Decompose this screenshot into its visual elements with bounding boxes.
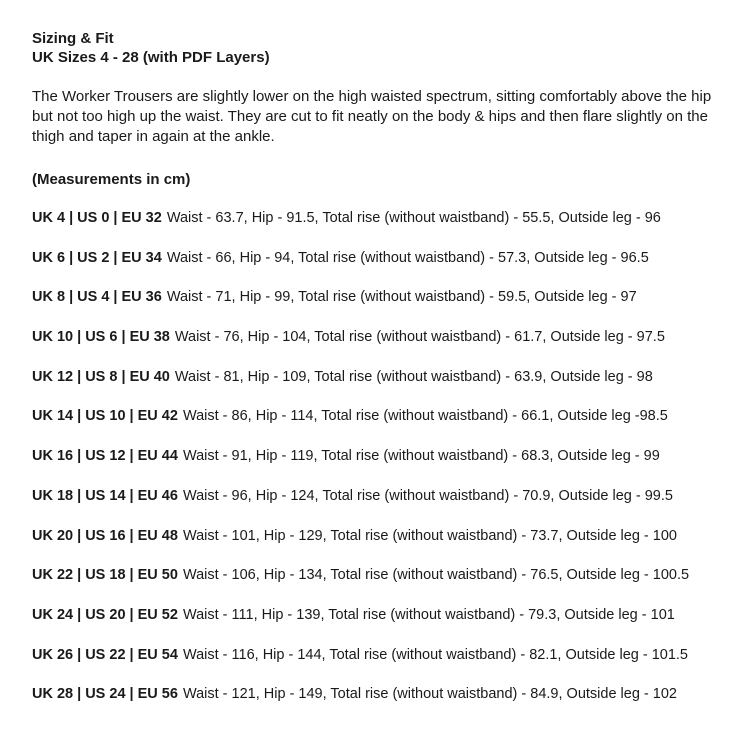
units-note: (Measurements in cm) [32,171,191,188]
size-measurements: Waist - 86, Hip - 114, Total rise (without waistband) - 66.1, Outside leg -98.5 [182,408,668,425]
size-row [32,407,732,426]
size-label: UK 16 | US 12 | EU 44 [32,448,178,465]
size-label: UK 12 | US 8 | EU 40 [32,368,170,385]
size-row [32,368,732,387]
size-row [32,527,732,546]
size-label: UK 8 | US 4 | EU 36 [32,289,162,306]
size-label: UK 14 | US 10 | EU 42 [32,408,178,425]
size-measurements: Waist - 121, Hip - 149, Total rise (without waistband) - 84.9, Outside leg - 102 [182,686,677,703]
size-label: UK 20 | US 16 | EU 48 [32,527,178,544]
size-row [32,487,732,506]
size-measurements: Waist - 96, Hip - 124, Total rise (without waistband) - 70.9, Outside leg - 99.5 [182,487,673,504]
size-measurements: Waist - 91, Hip - 119, Total rise (without waistband) - 68.3, Outside leg - 99 [182,448,660,465]
size-measurements: Waist - 63.7, Hip - 91.5, Total rise (without waistband) - 55.5, Outside leg - 96 [166,210,661,226]
fit-description: The Worker Trousers are slightly lower on the high waisted spectrum, sitting comfortably above the hip but not too high up the waist. They are cut to fit neatly on the body & hips and then flare slightly on the thigh and taper in again at the ankle. [32,88,712,145]
size-label: UK 24 | US 20 | EU 52 [32,606,178,623]
size-label: UK 18 | US 14 | EU 46 [32,487,178,504]
size-row [32,685,732,704]
size-measurements: Waist - 81, Hip - 109, Total rise (without waistband) - 63.9, Outside leg - 98 [174,368,653,385]
size-label: UK 10 | US 6 | EU 38 [32,329,170,346]
size-label: UK 4 | US 0 | EU 32 [32,210,162,226]
size-row [32,328,732,347]
size-list [32,209,732,704]
size-measurements: Waist - 116, Hip - 144, Total rise (without waistband) - 82.1, Outside leg - 101.5 [182,646,688,663]
size-row [32,288,732,307]
size-row [32,606,732,625]
size-row [32,209,732,228]
size-measurements: Waist - 101, Hip - 129, Total rise (without waistband) - 73.7, Outside leg - 100 [182,527,677,544]
size-label: UK 26 | US 22 | EU 54 [32,646,178,663]
page-subtitle: UK Sizes 4 - 28 (with PDF Layers) [32,49,270,66]
size-row [32,646,732,665]
size-label: UK 6 | US 2 | EU 34 [32,249,162,266]
size-label: UK 28 | US 24 | EU 56 [32,686,178,703]
size-measurements: Waist - 76, Hip - 104, Total rise (without waistband) - 61.7, Outside leg - 97.5 [174,329,665,346]
size-measurements: Waist - 111, Hip - 139, Total rise (without waistband) - 79.3, Outside leg - 101 [182,606,675,623]
size-row [32,447,732,466]
size-measurements: Waist - 106, Hip - 134, Total rise (without waistband) - 76.5, Outside leg - 100.5 [182,567,690,584]
size-row [32,249,732,268]
page-title: Sizing & Fit [32,30,114,47]
size-row [32,566,732,585]
size-measurements: Waist - 66, Hip - 94, Total rise (without waistband) - 57.3, Outside leg - 96.5 [166,249,649,266]
size-label: UK 22 | US 18 | EU 50 [32,567,178,584]
size-measurements: Waist - 71, Hip - 99, Total rise (without waistband) - 59.5, Outside leg - 97 [166,289,637,306]
sizing-document [32,29,732,725]
